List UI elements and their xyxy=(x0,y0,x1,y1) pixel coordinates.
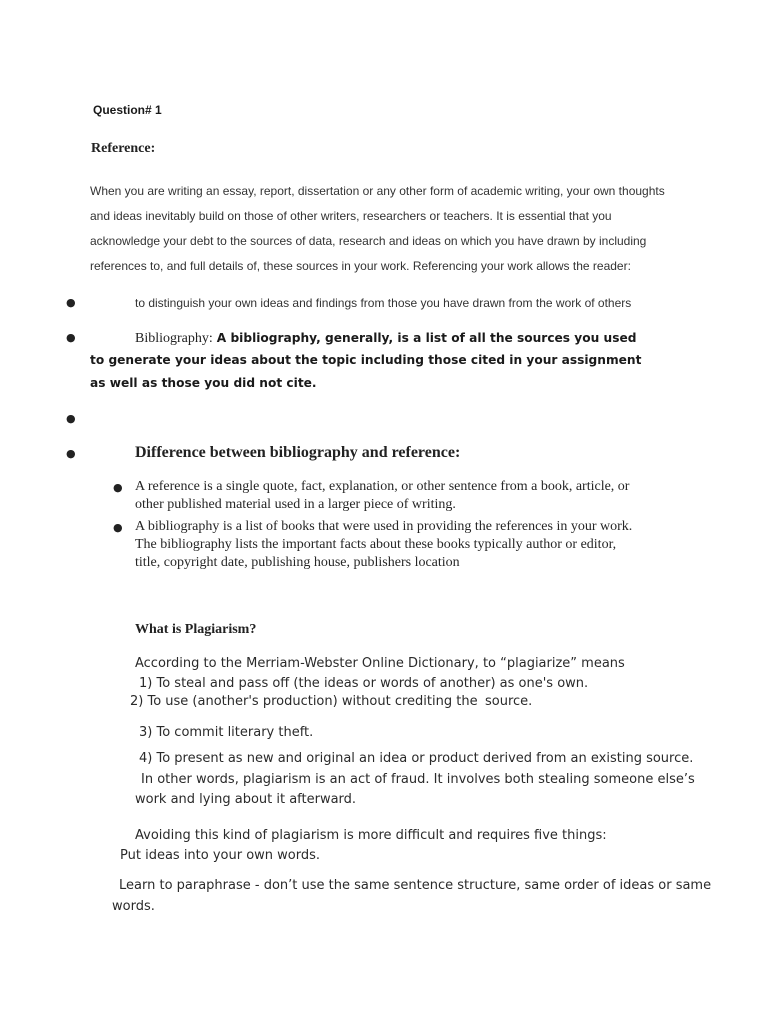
bullet-dot: ● xyxy=(66,447,76,460)
bibliography-definition: A bibliography, generally, is a list of all the sources you used xyxy=(216,331,637,345)
sub-bullet-1-line-2: other published material used in a larger piece of writing. xyxy=(135,497,456,512)
plagiarism-learn-1: Learn to paraphrase - don’t use the same sentence structure, same order of ideas or same xyxy=(119,878,712,893)
plagiarism-other-words-1: In other words, plagiarism is an act of fraud. It involves both stealing someone else’s xyxy=(141,772,695,787)
bullet-dot: ● xyxy=(66,296,76,309)
plagiarism-item-3: 3) To commit literary theft. xyxy=(139,725,314,740)
bibliography-line-3: as well as those you did not cite. xyxy=(90,376,317,390)
sub-bullet-2-line-3: title, copyright date, publishing house, publishers location xyxy=(135,555,460,570)
plagiarism-item-2-source: source. xyxy=(485,694,533,709)
plagiarism-item-1: 1) To steal and pass off (the ideas or words of another) as one's own. xyxy=(139,676,589,691)
plagiarism-avoid: Avoiding this kind of plagiarism is more difficult and requires five things: xyxy=(135,828,607,843)
bibliography-label: Bibliography: xyxy=(135,331,213,346)
plagiarism-learn-2: words. xyxy=(112,899,155,914)
intro-line-4: references to, and full details of, these sources in your work. Referencing your work allows the reader: xyxy=(90,259,631,273)
sub-bullet-2-line-2: The bibliography lists the important facts about these books typically author or editor, xyxy=(135,537,617,552)
reference-heading: Reference: xyxy=(91,141,156,156)
plagiarism-item-2: 2) To use (another's production) without crediting the xyxy=(130,694,478,709)
plagiarism-other-words-2: work and lying about it afterward. xyxy=(135,792,357,807)
bullet-dot: ● xyxy=(66,412,76,425)
intro-line-3: acknowledge your debt to the sources of data, research and ideas on which you have drawn by including xyxy=(90,234,647,248)
plagiarism-intro: According to the Merriam-Webster Online Dictionary, to “plagiarize” means xyxy=(135,656,625,671)
bullet-1-text: to distinguish your own ideas and findings from those you have drawn from the work of others xyxy=(135,296,632,310)
intro-line-2: and ideas inevitably build on those of other writers, researchers or teachers. It is essential that you xyxy=(90,209,612,223)
sub-bullet-1-line-1: A reference is a single quote, fact, explanation, or other sentence from a book, article, or xyxy=(135,479,630,494)
difference-heading: Difference between bibliography and reference: xyxy=(135,444,461,461)
bibliography-line-2: to generate your ideas about the topic including those cited in your assignment xyxy=(90,353,642,367)
sub-bullet-dot: ● xyxy=(113,481,123,494)
question-heading: Question# 1 xyxy=(93,103,162,117)
sub-bullet-2-line-1: A bibliography is a list of books that were used in providing the references in your work. xyxy=(135,519,633,534)
plagiarism-put-ideas: Put ideas into your own words. xyxy=(120,848,321,863)
intro-line-1: When you are writing an essay, report, dissertation or any other form of academic writing, your own thoughts xyxy=(90,184,665,198)
sub-bullet-dot: ● xyxy=(113,521,123,534)
bibliography-line-1 xyxy=(135,329,636,347)
bullet-dot: ● xyxy=(66,331,76,344)
plagiarism-item-4: 4) To present as new and original an idea or product derived from an existing source. xyxy=(139,751,694,766)
plagiarism-heading: What is Plagiarism? xyxy=(135,622,257,637)
